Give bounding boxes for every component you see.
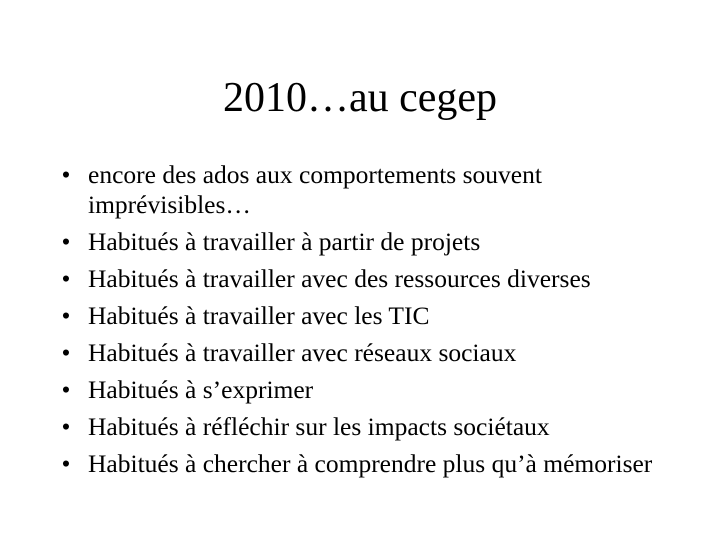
list-item-text: Habitués à chercher à comprendre plus qu’à mémoriser <box>88 448 653 478</box>
list-item-text: Habitués à travailler avec réseaux sociaux <box>88 337 517 367</box>
list-item <box>56 338 676 368</box>
bullet-icon: • <box>61 448 71 478</box>
bullet-icon: • <box>61 411 71 441</box>
bullet-icon: • <box>61 337 71 367</box>
list-item <box>56 301 676 331</box>
list-item <box>56 264 676 294</box>
bullet-icon: • <box>61 263 71 293</box>
list-item-text: Habitués à travailler à partir de projets <box>88 226 481 256</box>
list-item-text: encore des ados aux comportements souvent imprévisibles… <box>88 160 542 219</box>
list-item <box>56 449 676 479</box>
list-item <box>56 227 676 257</box>
bullet-icon: • <box>61 160 71 189</box>
list-item <box>56 412 676 442</box>
list-item-text: Habitués à s’exprimer <box>88 374 314 404</box>
bullet-icon: • <box>61 374 71 404</box>
list-item <box>56 375 676 405</box>
list-item-text: Habitués à travailler avec des ressources diverses <box>88 263 591 293</box>
bullet-icon: • <box>61 226 71 256</box>
list-item-text: Habitués à réfléchir sur les impacts sociétaux <box>88 411 550 441</box>
bullet-list <box>56 160 676 486</box>
slide-title: 2010…au cegep <box>222 75 498 121</box>
list-item <box>56 160 676 219</box>
bullet-icon: • <box>61 300 71 330</box>
list-item-text: Habitués à travailler avec les TIC <box>88 300 430 330</box>
